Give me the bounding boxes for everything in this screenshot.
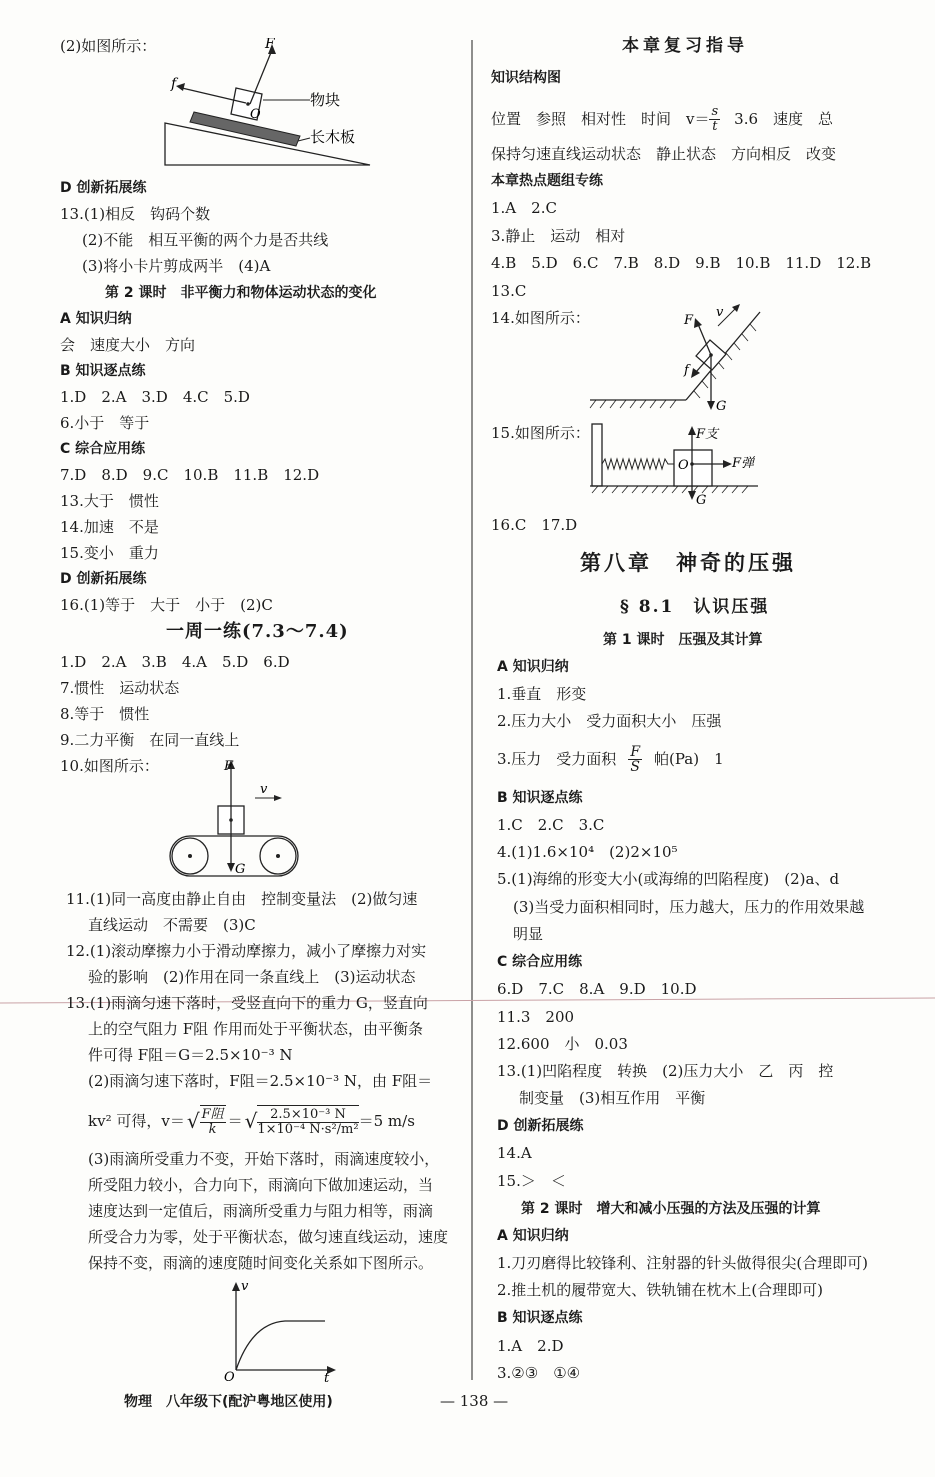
answer-line: 保持匀速直线运动状态 静止状态 方向相反 改变 — [491, 145, 837, 163]
answer-line: 1.垂直 形变 — [497, 685, 587, 703]
label-G: G — [716, 399, 727, 414]
answer-line: (2)雨滴匀速下落时，F阻＝2.5×10⁻³ N，由 F阻＝ — [88, 1072, 433, 1090]
answer-line: 速度达到一定值后，雨滴所受重力与阻力相等，雨滴 — [88, 1202, 434, 1220]
figure-spring-block — [588, 422, 768, 510]
answer-line: 14.A — [497, 1144, 532, 1162]
fraction — [709, 105, 720, 134]
lesson-heading: 第 1 课时 压强及其计算 — [603, 632, 763, 648]
section-heading: A 知识归纳 — [60, 311, 132, 327]
label-F-support: F支 — [696, 427, 719, 442]
answer-line: 14.加速 不是 — [60, 518, 159, 536]
answer-line: 3.②③ ①④ — [497, 1364, 581, 1382]
chapter-review-title: 本章复习指导 — [622, 36, 748, 56]
denominator: S — [630, 758, 640, 775]
answer-line: 验的影响 (2)作用在同一条直线上 (3)运动状态 — [88, 968, 416, 986]
answer-line: 直线运动 不需要 (3)C — [88, 916, 256, 934]
page-number: — 138 — — [440, 1392, 509, 1410]
equation-line: kv² 可得，v＝ √ $\frac{\text{F阻}}{k}$ ＝ √ $\frac{\text{2.5×10⁻³ N}}{\text{1×10⁻⁴ N·s²/m²}}$ ＝5 m/s — [88, 1107, 415, 1137]
answer-line: 8.等于 惯性 — [60, 705, 150, 723]
answer-line: 5.(1)海绵的形变大小(或海绵的凹陷程度) (2)a、d — [497, 870, 840, 888]
answer-line: 15.变小 重力 — [60, 544, 159, 562]
footer-book-info: 物理 八年级下(配沪粤地区使用) — [124, 1394, 333, 1410]
answer-line: 15.如图所示： — [491, 424, 590, 442]
label-board: 长木板 — [310, 128, 356, 146]
lesson-heading: 第 2 课时 增大和减小压强的方法及压强的计算 — [521, 1201, 821, 1217]
section-heading: D 创新拓展练 — [497, 1118, 584, 1134]
label-F-spring: F弹 — [732, 456, 755, 471]
section-heading: B 知识逐点练 — [497, 1310, 583, 1326]
answer-line: 13.(1)相反 钩码个数 — [60, 205, 211, 223]
chapter-title: 第八章 神奇的压强 — [580, 550, 796, 575]
label-t: t — [324, 1371, 330, 1383]
answer-line: 2.推土机的履带宽大、铁轨铺在枕木上(合理即可) — [497, 1281, 824, 1299]
answer-line: 12.(1)滚动摩擦力小于滑动摩擦力，减小了摩擦力对实 — [66, 942, 427, 960]
denominator: k — [208, 1122, 217, 1137]
denominator: t — [712, 118, 718, 134]
section-heading: A 知识归纳 — [497, 1228, 569, 1244]
answer-line: 2.压力大小 受力面积大小 压强 — [497, 712, 722, 730]
denominator: 1×10⁻⁴ N·s²/m² — [257, 1122, 359, 1137]
numerator: F — [630, 743, 641, 760]
section-heading: 本章热点题组专练 — [491, 173, 603, 189]
section-heading: D 创新拓展练 — [60, 571, 147, 587]
numerator: 2.5×10⁻³ N — [257, 1108, 358, 1123]
label-F: F — [265, 38, 275, 52]
answer-line: 上的空气阻力 F阻 作用而处于平衡状态，由平衡条 — [88, 1020, 423, 1038]
answer-line: 6.D 7.C 8.A 9.D 10.D — [497, 980, 697, 998]
answer-line: 16.C 17.D — [491, 516, 578, 534]
label-F: F — [684, 313, 694, 328]
answer-line: 7.D 8.D 9.C 10.B 11.B 12.D — [60, 466, 320, 484]
label-O: O — [678, 458, 689, 473]
answer-line: 1.A 2.C — [491, 199, 557, 217]
section-heading: 知识结构图 — [491, 70, 561, 86]
answer-line: 1.A 2.D — [497, 1337, 564, 1355]
answer-line: 制变量 (3)相互作用 平衡 — [519, 1089, 706, 1107]
figure-velocity-time-graph — [220, 1278, 340, 1383]
numerator: F阻 — [201, 1107, 224, 1122]
answer-line: (3)雨滴所受重力不变，开始下落时，雨滴速度较小， — [88, 1150, 440, 1168]
label-block: 物块 — [310, 91, 341, 109]
answer-line: 11.3 200 — [497, 1008, 575, 1026]
section-title: § 8.1 认识压强 — [620, 597, 770, 617]
label-f: f — [171, 76, 177, 92]
text: 3.压力 受力面积 — [497, 750, 617, 768]
figure-block-on-incline — [160, 38, 380, 168]
section-heading: A 知识归纳 — [497, 659, 569, 675]
answer-line: (3)将小卡片剪成两半 (4)A — [82, 257, 271, 275]
label-F: F — [224, 759, 234, 774]
text: 帕(Pa) 1 — [654, 750, 724, 768]
figure-block-on-slope — [588, 300, 768, 418]
section-heading: C 综合应用练 — [497, 954, 583, 970]
section-heading: B 知识逐点练 — [497, 790, 583, 806]
answer-line: 1.D 2.A 3.B 4.A 5.D 6.D — [60, 653, 290, 671]
eq-suffix: ＝5 m/s — [358, 1112, 415, 1130]
label-v: v — [260, 782, 268, 797]
label-v: v — [716, 305, 724, 320]
answer-line: 13.(1)雨滴匀速下落时，受竖直向下的重力 G，竖直向 — [66, 994, 428, 1012]
label-v: v — [241, 1279, 249, 1294]
week-title: 一周一练(7.3～7.4) — [166, 621, 349, 642]
answer-line: 1.刀刃磨得比较锋利、注射器的针头做得很尖(合理即可) — [497, 1254, 869, 1272]
answer-line: 1.D 2.A 3.D 4.C 5.D — [60, 388, 250, 406]
answer-line: 9.二力平衡 在同一直线上 — [60, 731, 240, 749]
fraction — [200, 1105, 226, 1137]
label-G: G — [696, 493, 707, 508]
answer-line: 15.＞ ＜ — [497, 1172, 566, 1190]
answer-line: 1.C 2.C 3.C — [497, 816, 605, 834]
answer-line — [497, 740, 724, 778]
answer-line: 会 速度大小 方向 — [60, 336, 196, 354]
label-O: O — [224, 1370, 235, 1383]
fraction — [257, 1105, 358, 1137]
answer-line: 4.B 5.D 6.C 7.B 8.D 9.B 10.B 11.D 12.B — [491, 254, 872, 272]
answer-line: 7.惯性 运动状态 — [60, 679, 180, 697]
line: (2)如图所示： — [60, 37, 157, 55]
lesson-heading: 第 2 课时 非平衡力和物体运动状态的变化 — [105, 285, 377, 301]
answer-line: 6.小于 等于 — [60, 414, 150, 432]
text: 3.6 速度 总 — [734, 110, 834, 128]
section-heading: B 知识逐点练 — [60, 363, 146, 379]
answer-line: 4.(1)1.6×10⁴ (2)2×10⁵ — [497, 843, 678, 861]
eq-prefix: kv² 可得，v＝ — [88, 1112, 185, 1130]
answer-line: 13.大于 惯性 — [60, 492, 159, 510]
label-G: G — [235, 862, 246, 877]
answer-line: 14.如图所示： — [491, 309, 590, 327]
answer-line — [491, 100, 833, 138]
figure-block-on-conveyor — [160, 756, 310, 881]
answer-line: 所受阻力较小，合力向下，雨滴向下做加速运动，当 — [88, 1176, 434, 1194]
answer-line: 件可得 F阻＝G＝2.5×10⁻³ N — [88, 1046, 293, 1064]
answer-line: 保持不变，雨滴的速度随时间变化关系如下图所示。 — [88, 1254, 434, 1272]
answer-line: 11.(1)同一高度由静止自由 控制变量法 (2)做匀速 — [66, 890, 418, 908]
answer-line: 明显 — [513, 925, 544, 943]
answer-line: 12.600 小 0.03 — [497, 1035, 628, 1053]
label-f: f — [684, 363, 689, 378]
text: 位置 参照 相对性 时间 v＝ — [491, 110, 710, 128]
label-O: O — [250, 107, 261, 122]
answer-line: 3.静止 运动 相对 — [491, 227, 626, 245]
numerator: s — [711, 103, 719, 119]
answer-line: 所受合力为零，处于平衡状态，做匀速直线运动，速度 — [88, 1228, 449, 1246]
answer-line: (2)不能 相互平衡的两个力是否共线 — [82, 231, 329, 249]
answer-line: 13.C — [491, 282, 527, 300]
answer-line: 16.(1)等于 大于 小于 (2)C — [60, 596, 273, 614]
section-heading: C 综合应用练 — [60, 441, 146, 457]
answer-line: 10.如图所示： — [60, 757, 159, 775]
fraction — [628, 745, 642, 774]
answer-line: (3)当受力面积相同时，压力越大，压力的作用效果越 — [513, 898, 865, 916]
answer-line: 13.(1)凹陷程度 转换 (2)压力大小 乙 丙 控 — [497, 1062, 834, 1080]
section-heading: D 创新拓展练 — [60, 180, 147, 196]
